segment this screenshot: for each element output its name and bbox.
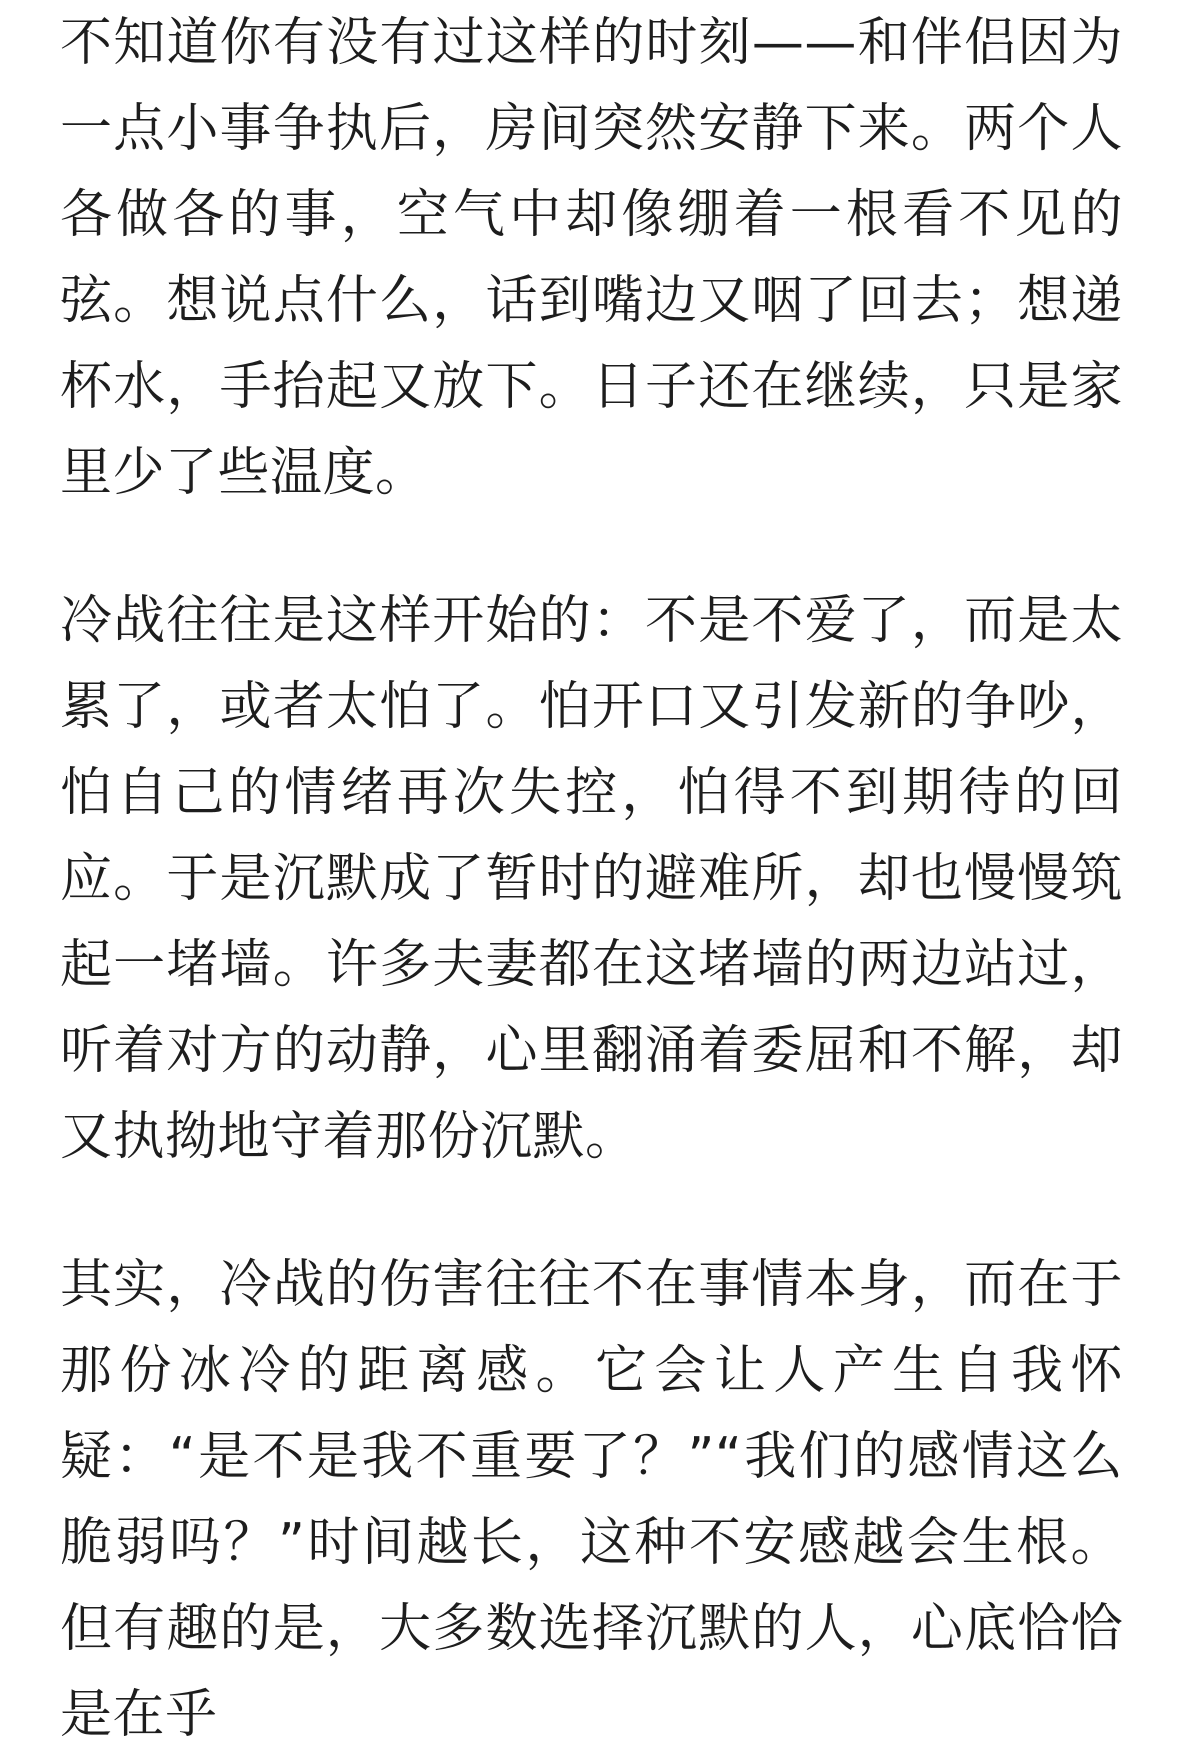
article-paragraph-1: 不知道你有没有过这样的时刻——和伴侣因为一点小事争执后，房间突然安静下来。两个人各做各的事，空气中却像绷着一根看不见的弦。想说点什么，话到嘴边又咽了回去；想递杯水，手抬起又放下。日子还在继续，只是家里少了些温度。 bbox=[60, 13, 1123, 503]
article-paragraph-3: 其实，冷战的伤害往往不在事情本身，而在于那份冰冷的距离感。它会让人产生自我怀疑：“是不是我不重要了？”“我们的感情这么脆弱吗？”时间越长，这种不安感越会生根。但有趣的是，大多数选择沉默的人，心底恰恰是在乎 bbox=[60, 1255, 1123, 1745]
article-paragraph-2: 冷战往往是这样开始的：不是不爱了，而是太累了，或者太怕了。怕开口又引发新的争吵，怕自己的情绪再次失控，怕得不到期待的回应。于是沉默成了暂时的避难所，却也慢慢筑起一堵墙。许多夫妻都在这堵墙的两边站过，听着对方的动静，心里翻涌着委屈和不解，却又执拗地守着那份沉默。 bbox=[60, 591, 1123, 1167]
